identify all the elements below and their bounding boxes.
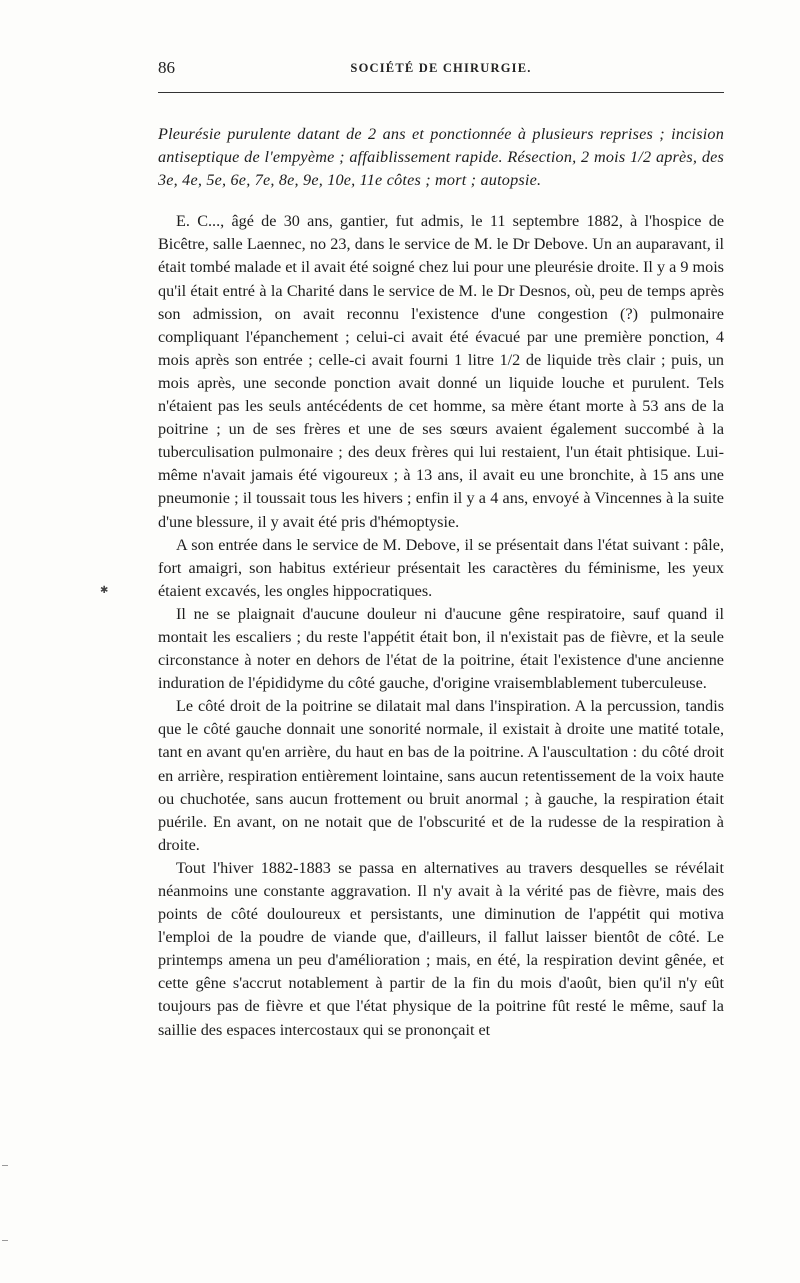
paragraph-1: E. C..., âgé de 30 ans, gantier, fut admis, le 11 septembre 1882, à l'hospice de Bicêtre, salle Laennec, no 23, dans le service de M. le Dr Debove. Un an auparavant, il était tombé malade et il avait été soigné chez lui pour une pleurésie droite. Il y a 9 mois qu'il était entré à la Charité dans le service de M. le Dr Desnos, où, peu de temps après son admission, on avait reconnu l'existence d'une congestion (?) pulmonaire compliquant l'épanchement ; celui-ci avait été évacué par une première ponction, 4 mois après son entrée ; celle-ci avait fourni 1 litre 1/2 de liquide très clair ; puis, un mois après, une seconde ponction avait donné un liquide louche et purulent. Tels n'étaient pas les seuls antécédents de cet homme, sa mère étant morte à 53 ans de la poitrine ; un de ses frères et une de ses sœurs avaient également succombé à la tuberculisation pulmonaire ; des deux frères qui lui restaient, l'un était phtisique. Lui-même n'avait jamais été vigoureux ; à 13 ans, il avait eu une bronchite, à 15 ans une pneumonie ; il toussait tous les hivers ; enfin il y a 4 ans, envoyé à Vincennes à la suite d'une blessure, il y avait été pris d'hémoptysie. (158, 212, 724, 531)
article-title: Pleurésie purulente datant de 2 ans et ponctionnée à plusieurs reprises ; incision antiseptique de l'empyème ; affaiblissement rapide. Résection, 2 mois 1/2 après, des 3e, 4e, 5e, 6e, 7e, 8e, 9e, 10e, 11e côtes ; mort ; autopsie. (158, 125, 724, 190)
header-rule (158, 92, 724, 93)
article-body (158, 123, 724, 1042)
paragraph-5: Tout l'hiver 1882-1883 se passa en alternatives au travers desquelles se révélait néanmoins une constante aggravation. Il n'y avait à la vérité pas de fièvre, mais des points de côté douloureux et persistants, une diminution de l'appétit qui motiva l'emploi de la poudre de viande que, d'ailleurs, il fallut laisser bientôt de côté. Le printemps amena un peu d'amélioration ; mais, en été, la respiration devint gênée, et cette gêne s'accrut notablement à partir de la fin du mois d'août, bien qu'il n'y eût toujours pas de fièvre et que l'état physique de la poitrine fût resté le même, sauf la saillie des espaces intercostaux qui se prononçait et (158, 858, 724, 1039)
margin-mark-icon: ✱ (100, 585, 109, 596)
paragraph-2: A son entrée dans le service de M. Debove, il se présentait dans l'état suivant : pâle, fort amaigri, son habitus extérieur présentait les caractères du féminisme, les yeux étaient excavés, les ongles hippocratiques. (158, 535, 724, 600)
edge-tick-mark (2, 1240, 8, 1241)
page-number: 86 (158, 58, 175, 77)
paragraph-4: Le côté droit de la poitrine se dilatait mal dans l'inspiration. A la percussion, tandis que le côté gauche donnait une sonorité normale, il existait à droite une matité totale, tant en avant qu'en arrière, du haut en bas de la poitrine. A l'auscultation : du côté droit en arrière, respiration entièrement lointaine, sans aucun retentissement de la voix haute ou chuchotée, sans aucun frottement ou bruit anormal ; à gauche, la respiration était puérile. En avant, on ne notait que de l'obscurité et de la rudesse de la respiration à droite. (158, 697, 724, 854)
paragraph-3: Il ne se plaignait d'aucune douleur ni d'aucune gêne respiratoire, sauf quand il montait les escaliers ; du reste l'appétit était bon, il n'existait pas de fièvre, et la seule circonstance à noter en dehors de l'état de la poitrine, était l'existence d'une ancienne induration de l'épididyme du côté gauche, d'origine vraisemblablement tuberculeuse. (158, 604, 724, 693)
edge-tick-mark (2, 1165, 8, 1166)
page-header (158, 58, 724, 86)
running-title: SOCIÉTÉ DE CHIRURGIE. (350, 61, 532, 75)
